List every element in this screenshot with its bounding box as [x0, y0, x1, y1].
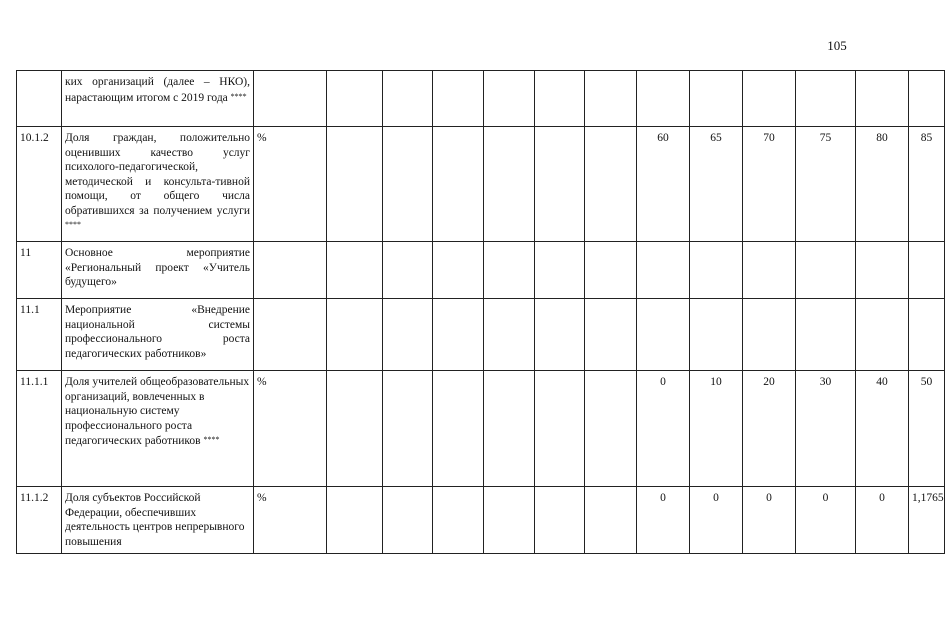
indicator-name-cell: Доля учителей общеобразовательных организаций, вовлеченных в национальную систему профессионального роста педагогических работников ****	[62, 371, 254, 487]
value-cell: 0	[796, 487, 856, 554]
table-row	[17, 299, 945, 371]
value-cell	[433, 242, 484, 299]
value-cell	[327, 371, 383, 487]
value-cell: 30	[796, 371, 856, 487]
unit-cell	[254, 299, 327, 371]
value-cell	[484, 242, 535, 299]
value-cell	[856, 71, 909, 127]
footnote-marker: ****	[65, 220, 81, 229]
table-row	[17, 487, 945, 554]
row-number-cell: 11	[17, 242, 62, 299]
unit-cell: %	[254, 371, 327, 487]
value-cell	[585, 371, 637, 487]
value-cell	[484, 127, 535, 242]
unit-cell: %	[254, 487, 327, 554]
value-cell	[535, 127, 585, 242]
table-body	[17, 71, 945, 554]
value-cell: 75	[796, 127, 856, 242]
value-cell	[383, 299, 433, 371]
value-cell	[484, 299, 535, 371]
value-cell	[856, 299, 909, 371]
value-cell	[690, 299, 743, 371]
value-cell	[327, 487, 383, 554]
unit-cell	[254, 242, 327, 299]
value-cell: 0	[690, 487, 743, 554]
value-cell	[909, 242, 945, 299]
indicator-name-cell: Основное мероприятие «Региональный проект «Учитель будущего»	[62, 242, 254, 299]
value-cell	[909, 71, 945, 127]
value-cell	[535, 242, 585, 299]
value-cell: 0	[856, 487, 909, 554]
value-cell	[743, 71, 796, 127]
value-cell	[327, 299, 383, 371]
value-cell: 50	[909, 371, 945, 487]
value-cell: 40	[856, 371, 909, 487]
value-cell	[327, 127, 383, 242]
indicator-name-cell: Мероприятие «Внедрение национальной системы профессионального роста педагогических работников»	[62, 299, 254, 371]
value-cell: 70	[743, 127, 796, 242]
value-cell	[383, 71, 433, 127]
value-cell	[743, 299, 796, 371]
value-cell	[535, 299, 585, 371]
value-cell	[535, 71, 585, 127]
value-cell	[585, 487, 637, 554]
value-cell	[433, 299, 484, 371]
footnote-marker: ****	[203, 435, 220, 444]
indicators-table	[16, 70, 945, 554]
value-cell: 65	[690, 127, 743, 242]
value-cell	[327, 71, 383, 127]
value-cell: 80	[856, 127, 909, 242]
value-cell	[433, 71, 484, 127]
value-cell	[585, 127, 637, 242]
unit-cell: %	[254, 127, 327, 242]
value-cell: 60	[637, 127, 690, 242]
value-cell: 0	[743, 487, 796, 554]
row-number-cell: 10.1.2	[17, 127, 62, 242]
value-cell	[690, 71, 743, 127]
table-row	[17, 127, 945, 242]
value-cell	[433, 371, 484, 487]
value-cell	[484, 71, 535, 127]
value-cell	[383, 371, 433, 487]
row-number-cell: 11.1	[17, 299, 62, 371]
value-cell	[327, 242, 383, 299]
value-cell	[585, 71, 637, 127]
value-cell: 20	[743, 371, 796, 487]
value-cell	[433, 127, 484, 242]
value-cell	[585, 242, 637, 299]
row-number-cell: 11.1.1	[17, 371, 62, 487]
indicator-name-cell: Доля субъектов Российской Федерации, обеспечивших деятельность центров непрерывного повышения	[62, 487, 254, 554]
value-cell	[743, 242, 796, 299]
indicator-name-cell: Доля граждан, положительно оценивших качество услуг психолого-педагогической, методической и консульта-тивной помощи, от общего числа обратившихся за получением услуги ****	[62, 127, 254, 242]
value-cell	[909, 299, 945, 371]
indicator-name-cell: ких организаций (далее – НКО), нарастающим итогом с 2019 года ****	[62, 71, 254, 127]
value-cell	[796, 299, 856, 371]
value-cell	[383, 487, 433, 554]
row-number-cell: 11.1.2	[17, 487, 62, 554]
value-cell	[796, 71, 856, 127]
row-number-cell	[17, 71, 62, 127]
value-cell	[856, 242, 909, 299]
value-cell	[535, 371, 585, 487]
value-cell	[585, 299, 637, 371]
value-cell	[637, 299, 690, 371]
table-row	[17, 71, 945, 127]
table-row	[17, 242, 945, 299]
value-cell	[484, 487, 535, 554]
value-cell: 0	[637, 487, 690, 554]
value-cell: 0	[637, 371, 690, 487]
value-cell	[637, 71, 690, 127]
value-cell	[433, 487, 484, 554]
page-number: 105	[827, 38, 847, 53]
unit-cell	[254, 71, 327, 127]
value-cell	[383, 127, 433, 242]
value-cell	[535, 487, 585, 554]
value-cell	[484, 371, 535, 487]
value-cell	[637, 242, 690, 299]
value-cell	[796, 242, 856, 299]
value-cell: 1,1765	[909, 487, 945, 554]
value-cell: 85	[909, 127, 945, 242]
value-cell: 10	[690, 371, 743, 487]
value-cell	[383, 242, 433, 299]
footnote-marker: ****	[230, 91, 247, 101]
value-cell	[690, 242, 743, 299]
table-row	[17, 371, 945, 487]
